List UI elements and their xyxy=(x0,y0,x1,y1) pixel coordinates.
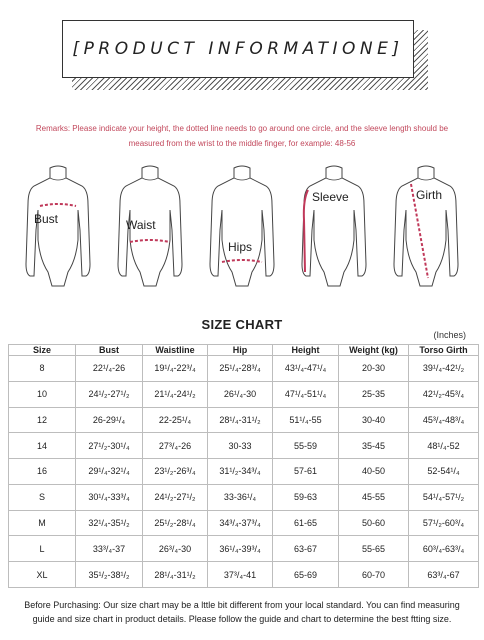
table-cell: 59-63 xyxy=(273,484,339,510)
header-size: Size xyxy=(9,345,76,356)
table-cell: 27³/₄-26 xyxy=(143,433,208,459)
remarks-text: Remarks: Please indicate your height, the dotted line needs to go around one circle, and the sleeve length should be measured from the wrist to the middle finger, for example: 48-56 xyxy=(35,124,449,148)
table-cell: 26³/₄-30 xyxy=(143,536,208,562)
table-cell: 57¹/₂-60³/₄ xyxy=(409,510,479,536)
header-banner xyxy=(62,20,414,78)
table-cell: L xyxy=(9,536,76,562)
table-cell: 35¹/₂-38¹/₂ xyxy=(76,562,143,588)
table-cell: 24¹/₂-27¹/₂ xyxy=(143,484,208,510)
table-cell: 29¹/₄-32¹/₄ xyxy=(76,459,143,485)
table-cell: 25¹/₂-28¹/₄ xyxy=(143,510,208,536)
table-cell: 37³/₄-41 xyxy=(208,562,273,588)
table-cell: 21¹/₄-24¹/₂ xyxy=(143,381,208,407)
table-cell: 43¹/₄-47¹/₄ xyxy=(273,356,339,382)
table-cell: 24¹/₂-27¹/₂ xyxy=(76,381,143,407)
table-cell: XL xyxy=(9,562,76,588)
table-cell: 52-54¹/₄ xyxy=(409,459,479,485)
table-cell: M xyxy=(9,510,76,536)
table-cell: 50-60 xyxy=(339,510,409,536)
figure-label-bust: Bust xyxy=(34,212,59,226)
header-height: Height xyxy=(273,345,339,356)
header-waistline: Waistline xyxy=(143,345,208,356)
table-cell: 51¹/₄-55 xyxy=(273,407,339,433)
table-cell: 63³/₄-67 xyxy=(409,562,479,588)
table-cell: 30¹/₄-33³/₄ xyxy=(76,484,143,510)
table-cell: 20-30 xyxy=(339,356,409,382)
figure-label-sleeve: Sleeve xyxy=(312,190,349,204)
table-cell: 34³/₄-37³/₄ xyxy=(208,510,273,536)
table-cell: 36¹/₄-39³/₄ xyxy=(208,536,273,562)
size-chart-table xyxy=(8,344,479,588)
page-title: [PRODUCT INFORMATIONE] xyxy=(72,39,404,59)
table-cell: 40-50 xyxy=(339,459,409,485)
table-cell: 47¹/₄-51¹/₄ xyxy=(273,381,339,407)
table-cell: 14 xyxy=(9,433,76,459)
hips-figure xyxy=(200,160,284,300)
table-cell: 60³/₄-63³/₄ xyxy=(409,536,479,562)
table-cell: 12 xyxy=(9,407,76,433)
table-cell: 42¹/₂-45³/₄ xyxy=(409,381,479,407)
table-cell: 19¹/₄-22³/₄ xyxy=(143,356,208,382)
table-cell: 55-59 xyxy=(273,433,339,459)
table-cell: 45³/₄-48³/₄ xyxy=(409,407,479,433)
table-cell: 55-65 xyxy=(339,536,409,562)
table-row xyxy=(9,510,479,536)
table-cell: 8 xyxy=(9,356,76,382)
table-cell: 30-40 xyxy=(339,407,409,433)
figure-label-girth: Girth xyxy=(416,188,443,202)
table-row xyxy=(9,356,479,382)
table-cell: 48¹/₄-52 xyxy=(409,433,479,459)
girth-figure xyxy=(384,160,468,300)
bust-figure xyxy=(16,160,100,300)
table-cell: 27¹/₂-30¹/₄ xyxy=(76,433,143,459)
table-cell: 23¹/₂-26³/₄ xyxy=(143,459,208,485)
table-cell: S xyxy=(9,484,76,510)
table-cell: 26-29¹/₄ xyxy=(76,407,143,433)
table-cell: 28¹/₄-31¹/₂ xyxy=(208,407,273,433)
table-cell: 33-36¹/₄ xyxy=(208,484,273,510)
table-row xyxy=(9,536,479,562)
measurement-figures xyxy=(16,160,468,300)
table-cell: 32¹/₄-35¹/₂ xyxy=(76,510,143,536)
table-header-row xyxy=(9,345,479,356)
units-label: (Inches) xyxy=(433,330,466,340)
figure-label-hips: Hips xyxy=(228,240,253,254)
bodysuit-girth-figure-icon xyxy=(384,160,468,300)
table-cell: 65-69 xyxy=(273,562,339,588)
table-cell: 25¹/₄-28³/₄ xyxy=(208,356,273,382)
footer-note: Before Purchasing: Our size chart may be a lttle bit different from your local standard. You can find measuring guide and size chart in product details. Please follow the guide and chart to determine the best ftting size. xyxy=(24,600,460,624)
table-cell: 10 xyxy=(9,381,76,407)
header-hip: Hip xyxy=(208,345,273,356)
table-cell: 22-25¹/₄ xyxy=(143,407,208,433)
table-cell: 54¹/₄-57¹/₂ xyxy=(409,484,479,510)
table-cell: 16 xyxy=(9,459,76,485)
header-bust: Bust xyxy=(76,345,143,356)
table-cell: 45-55 xyxy=(339,484,409,510)
figure-label-waist: Waist xyxy=(126,218,156,232)
table-cell: 63-67 xyxy=(273,536,339,562)
bodysuit-bust-figure-icon xyxy=(16,160,100,300)
table-row xyxy=(9,433,479,459)
table-row xyxy=(9,459,479,485)
table-cell: 57-61 xyxy=(273,459,339,485)
header-weight: Weight (kg) xyxy=(339,345,409,356)
size-chart-title: SIZE CHART xyxy=(201,317,283,332)
table-cell: 60-70 xyxy=(339,562,409,588)
table-cell: 26¹/₄-30 xyxy=(208,381,273,407)
bodysuit-hips-figure-icon xyxy=(200,160,284,300)
table-row xyxy=(9,381,479,407)
bodysuit-sleeve-figure-icon xyxy=(292,160,376,300)
table-row xyxy=(9,407,479,433)
table-cell: 33³/₄-37 xyxy=(76,536,143,562)
table-cell: 22¹/₄-26 xyxy=(76,356,143,382)
waist-figure xyxy=(108,160,192,300)
table-cell: 31¹/₂-34³/₄ xyxy=(208,459,273,485)
table-cell: 25-35 xyxy=(339,381,409,407)
sleeve-figure xyxy=(292,160,376,300)
header-torso-girth: Torso Girth xyxy=(409,345,479,356)
table-cell: 39¹/₄-42¹/₂ xyxy=(409,356,479,382)
table-row xyxy=(9,562,479,588)
table-cell: 28¹/₄-31¹/₂ xyxy=(143,562,208,588)
table-cell: 35-45 xyxy=(339,433,409,459)
table-row xyxy=(9,484,479,510)
table-cell: 61-65 xyxy=(273,510,339,536)
table-cell: 30-33 xyxy=(208,433,273,459)
